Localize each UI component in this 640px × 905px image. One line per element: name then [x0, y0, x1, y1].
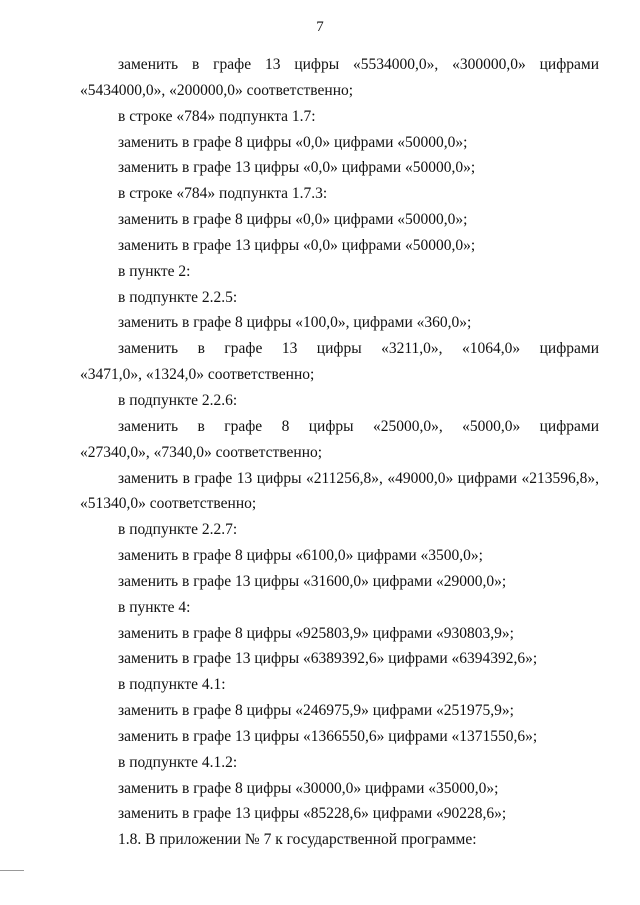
text-line: «51340,0» соответственно; [80, 495, 257, 513]
text-line: «27340,0», «7340,0» соответственно; [80, 443, 323, 461]
text-line: 1.8. В приложении № 7 к государственной программе: [118, 831, 477, 849]
text-line: в строке «784» подпункта 1.7: [118, 107, 316, 125]
text-line: заменить в графе 13 цифры «0,0» цифрами «50000,0»; [118, 236, 476, 254]
text-line: в пункте 4: [118, 598, 191, 616]
text-line: заменить в графе 8 цифры «100,0», цифрами «360,0»; [118, 314, 472, 332]
text-line: заменить в графе 8 цифры «0,0» цифрами «50000,0»; [118, 211, 468, 229]
text-line: в подпункте 2.2.7: [118, 521, 238, 539]
page-number: 7 [316, 19, 324, 35]
document-body [80, 52, 599, 853]
text-line: заменить в графе 8 цифры «0,0» цифрами «50000,0»; [118, 133, 468, 151]
text-line: в подпункте 4.1.2: [118, 753, 238, 771]
text-line: заменить в графе 13 цифры «5534000,0», «300000,0» цифрами [118, 56, 599, 73]
text-line: «3471,0», «1324,0» соответственно; [80, 366, 315, 384]
text-line: заменить в графе 8 цифры «25000,0», «5000,0» цифрами [118, 417, 599, 435]
text-line: в подпункте 2.2.6: [118, 391, 238, 409]
text-line: в подпункте 2.2.5: [118, 288, 238, 306]
text-line: заменить в графе 13 цифры «0,0» цифрами «50000,0»; [118, 159, 476, 177]
text-line: заменить в графе 8 цифры «6100,0» цифрами «3500,0»; [118, 547, 483, 565]
scan-edge-mark [0, 870, 24, 871]
text-line: заменить в графе 8 цифры «246975,9» цифрами «251975,9»; [118, 702, 514, 720]
text-line: заменить в графе 13 цифры «31600,0» цифрами «29000,0»; [118, 572, 507, 590]
text-line: заменить в графе 8 цифры «30000,0» цифрами «35000,0»; [118, 779, 499, 797]
text-line: заменить в графе 13 цифры «6389392,6» цифрами «6394392,6»; [118, 650, 538, 668]
text-line: в строке «784» подпункта 1.7.3: [118, 185, 328, 203]
text-line: заменить в графе 13 цифры «85228,6» цифрами «90228,6»; [118, 805, 507, 823]
text-line: заменить в графе 13 цифры «1366550,6» цифрами «1371550,6»; [118, 727, 538, 745]
text-line: заменить в графе 13 цифры «3211,0», «1064,0» цифрами [118, 340, 599, 358]
text-line: в подпункте 4.1: [118, 676, 226, 694]
text-line: заменить в графе 13 цифры «211256,8», «49000,0» цифрами «213596,8», [118, 469, 599, 487]
text-line: в пункте 2: [118, 262, 191, 280]
text-line: «5434000,0», «200000,0» соответственно; [80, 81, 354, 99]
text-line: заменить в графе 8 цифры «925803,9» цифрами «930803,9»; [118, 624, 514, 642]
